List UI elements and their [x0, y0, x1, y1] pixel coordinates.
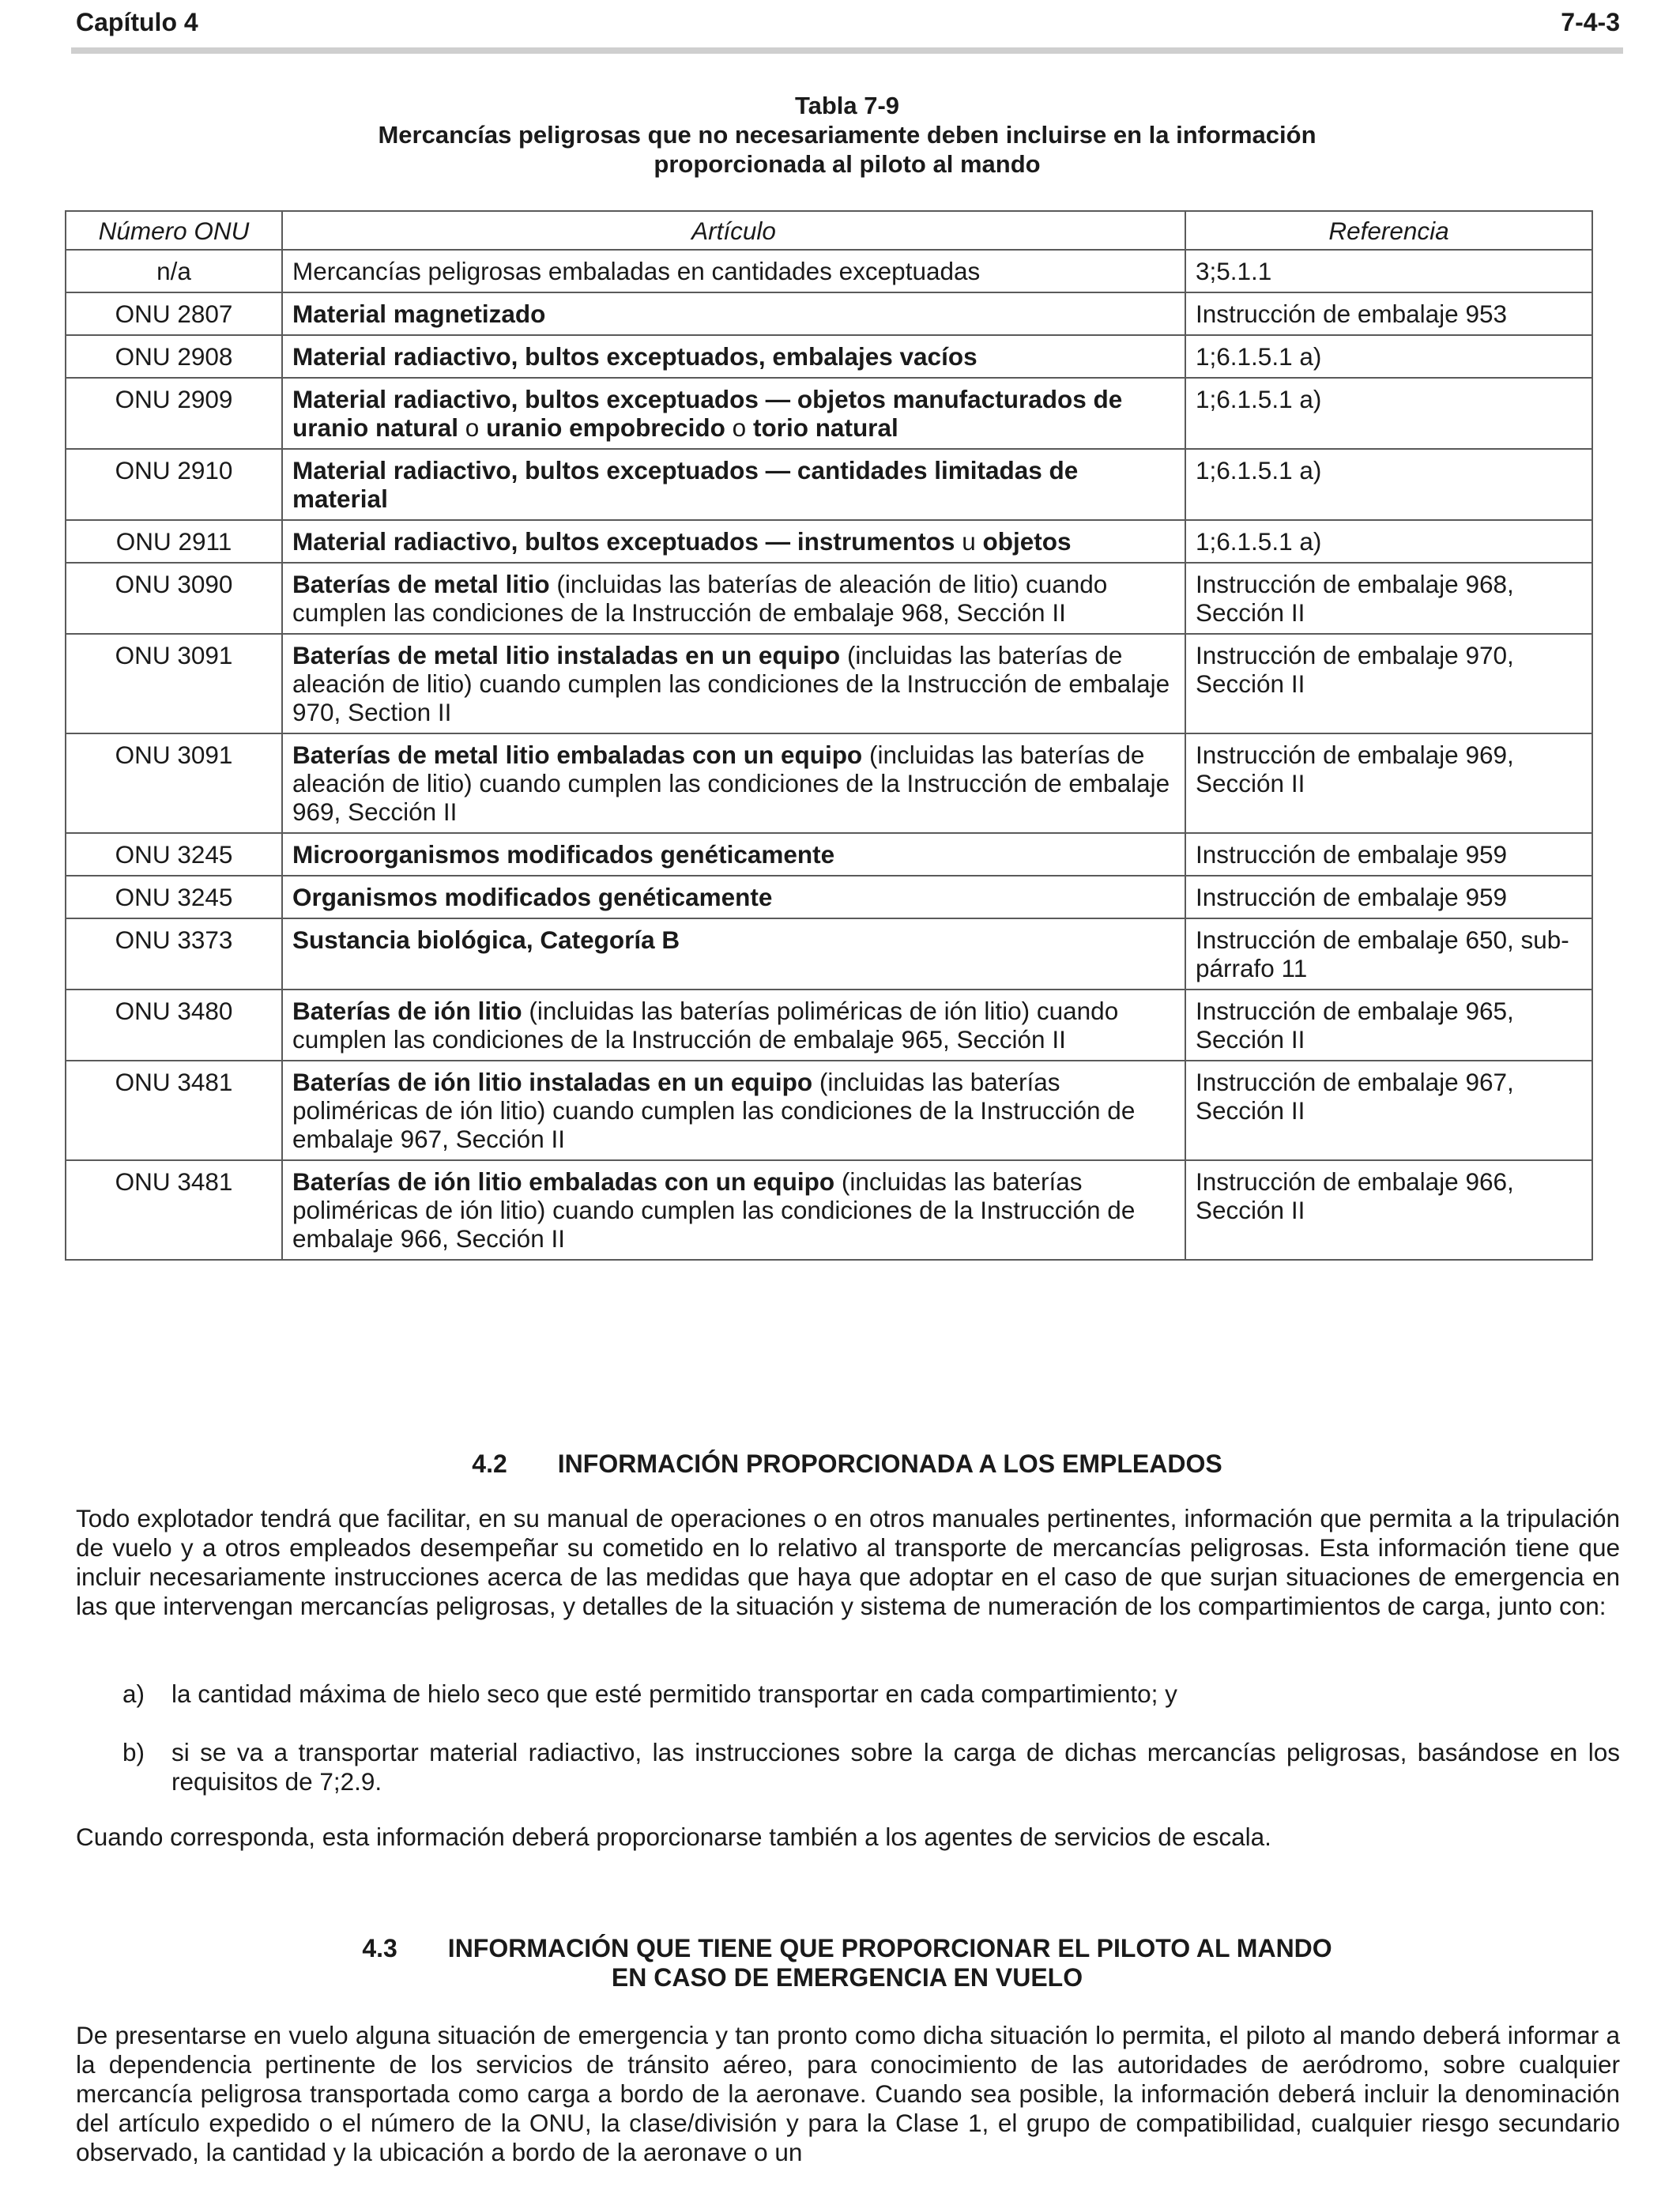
article-cell — [282, 990, 1185, 1061]
article-cell — [282, 833, 1185, 876]
article-name: Material radiactivo, bultos exceptuados, embalajes vacíos — [292, 342, 977, 371]
article-description: (incluidas las baterías de aleación de litio) cuando cumplen las condiciones de la Instrucción de embalaje 968, Sección II — [292, 570, 1108, 627]
article-description: (incluidas las baterías de aleación de litio) cuando cumplen las condiciones de la Instrucción de embalaje 969, Sección II — [292, 741, 1170, 826]
column-header-article: Artículo — [282, 211, 1185, 250]
article-description: (incluidas las baterías de aleación de litio) cuando cumplen las condiciones de la Instrucción de embalaje 970, Section II — [292, 641, 1170, 726]
article-connector: o — [732, 413, 747, 442]
section-4-3-heading-line2: EN CASO DE EMERGENCIA EN VUELO — [611, 1963, 1083, 1992]
table-header-row — [66, 211, 1592, 250]
table-body — [66, 250, 1592, 1260]
article-name: Sustancia biológica, Categoría B — [292, 925, 680, 954]
article-cell — [282, 918, 1185, 990]
column-header-reference: Referencia — [1185, 211, 1592, 250]
reference-cell: Instrucción de embalaje 970, Sección II — [1185, 634, 1592, 733]
article-cell — [282, 378, 1185, 449]
article-cell — [282, 335, 1185, 378]
table-row — [66, 833, 1592, 876]
article-cell — [282, 292, 1185, 335]
article-name-part: torio natural — [752, 413, 898, 442]
table-row — [66, 250, 1592, 292]
reference-cell: 1;6.1.5.1 a) — [1185, 335, 1592, 378]
un-number-cell: n/a — [66, 250, 282, 292]
un-number-cell: ONU 2909 — [66, 378, 282, 449]
table-row — [66, 449, 1592, 520]
article-cell — [282, 634, 1185, 733]
table-row — [66, 1061, 1592, 1160]
dangerous-goods-table — [65, 210, 1593, 1261]
list-item-a-label: a) — [122, 1679, 145, 1708]
article-description: (incluidas las baterías poliméricas de ión litio) cuando cumplen las condiciones de la Instrucción de embalaje 967, Sección II — [292, 1068, 1136, 1153]
un-number-cell: ONU 3245 — [66, 876, 282, 918]
article-cell — [282, 1061, 1185, 1160]
reference-cell: Instrucción de embalaje 959 — [1185, 833, 1592, 876]
column-header-un: Número ONU — [66, 211, 282, 250]
article-name: Baterías de metal litio instaladas en un equipo — [292, 641, 841, 669]
article-name-part: objetos — [982, 527, 1072, 556]
table-row — [66, 990, 1592, 1061]
un-number-cell: ONU 2807 — [66, 292, 282, 335]
article-cell — [282, 876, 1185, 918]
reference-cell: Instrucción de embalaje 965, Sección II — [1185, 990, 1592, 1061]
reference-cell: Instrucción de embalaje 969, Sección II — [1185, 733, 1592, 833]
header-rule — [71, 47, 1623, 54]
article-cell — [282, 1160, 1185, 1260]
section-4-2-paragraph-2: Cuando corresponda, esta información deberá proporcionarse también a los agentes de servicios de escala. — [76, 1823, 1271, 1851]
reference-cell: 1;6.1.5.1 a) — [1185, 520, 1592, 563]
reference-cell: Instrucción de embalaje 650, sub-párrafo 11 — [1185, 918, 1592, 990]
chapter-label: Capítulo 4 — [76, 8, 198, 36]
list-item-a-text: la cantidad máxima de hielo seco que esté permitido transportar en cada compartimiento; y — [171, 1679, 1177, 1708]
reference-cell: Instrucción de embalaje 966, Sección II — [1185, 1160, 1592, 1260]
article-name-part: uranio empobrecido — [486, 413, 725, 442]
reference-cell: Instrucción de embalaje 959 — [1185, 876, 1592, 918]
table-row — [66, 335, 1592, 378]
table-number: Tabla 7-9 — [794, 92, 900, 119]
table-row — [66, 876, 1592, 918]
article-name: Organismos modificados genéticamente — [292, 883, 773, 911]
list-item-b-text: si se va a transportar material radiactivo, las instrucciones sobre la carga de dichas mercancías peligrosas, basándose en los requisitos de 7;2.9. — [171, 1738, 1620, 1796]
section-4-3-paragraph-1: De presentarse en vuelo alguna situación de emergencia y tan pronto como dicha situación lo permita, el piloto al mando deberá informar a la dependencia pertinente de los servicios de tránsito aéreo, para conocimiento de las autoridades de aeródromo, sobre cualquier mercancía peligrosa transportada como carga a bordo de la aeronave. Cuando sea posible, la información deberá incluir la denominación del artículo expedido o el número de la ONU, la clase/división y para la Clase 1, el grupo de compatibilidad, cualquier riesgo secundario observado, la cantidad y la ubicación a bordo de la aeronave o un — [76, 2021, 1620, 2166]
reference-cell: Instrucción de embalaje 967, Sección II — [1185, 1061, 1592, 1160]
page-header — [71, 8, 1623, 43]
article-connector: o — [465, 413, 480, 442]
article-name: Baterías de ión litio — [292, 997, 522, 1025]
table-row — [66, 918, 1592, 990]
section-4-2-paragraph-1: Todo explotador tendrá que facilitar, en su manual de operaciones o en otros manuales pertinentes, información que permita a la tripulación de vuelo y a otros empleados desempeñar su cometido en lo relativo al transporte de mercancías peligrosas. Esta información tiene que incluir necesariamente instrucciones acerca de las medidas que haya que adoptar en el caso de que surjan situaciones de emergencia en las que intervengan mercancías peligrosas, y detalles de la situación y sistema de numeración de los compartimientos de carga, junto con: — [76, 1504, 1620, 1620]
un-number-cell: ONU 3090 — [66, 563, 282, 634]
un-number-cell: ONU 3091 — [66, 733, 282, 833]
article-description: Mercancías peligrosas embaladas en cantidades exceptuadas — [292, 257, 981, 285]
list-item-b-label: b) — [122, 1738, 145, 1766]
reference-cell: Instrucción de embalaje 968, Sección II — [1185, 563, 1592, 634]
article-name: Baterías de metal litio embaladas con un equipo — [292, 741, 863, 769]
article-name: Material magnetizado — [292, 300, 546, 328]
article-name: Material radiactivo, bultos exceptuados — objetos manufacturados de uranio natural — [292, 385, 1123, 442]
section-4-3-heading — [71, 1934, 1623, 1992]
page-number: 7-4-3 — [1561, 8, 1620, 36]
reference-cell: 3;5.1.1 — [1185, 250, 1592, 292]
article-name: Microorganismos modificados genéticamente — [292, 840, 835, 869]
article-description: (incluidas las baterías poliméricas de ión litio) cuando cumplen las condiciones de la Instrucción de embalaje 966, Sección II — [292, 1167, 1136, 1253]
reference-cell: Instrucción de embalaje 953 — [1185, 292, 1592, 335]
article-cell — [282, 563, 1185, 634]
list-item-a — [122, 1679, 1620, 1709]
un-number-cell: ONU 3481 — [66, 1160, 282, 1260]
list-item-b — [122, 1738, 1620, 1796]
un-number-cell: ONU 3480 — [66, 990, 282, 1061]
article-cell — [282, 250, 1185, 292]
table-title-line2: proporcionada al piloto al mando — [654, 150, 1041, 178]
un-number-cell: ONU 2908 — [66, 335, 282, 378]
un-number-cell: ONU 3245 — [66, 833, 282, 876]
table-row — [66, 520, 1592, 563]
article-connector: u — [962, 527, 976, 556]
article-name: Material radiactivo, bultos exceptuados — instrumentos — [292, 527, 955, 556]
section-4-3-heading-line1: 4.3 INFORMACIÓN QUE TIENE QUE PROPORCIONAR EL PILOTO AL MANDO — [362, 1934, 1332, 1962]
un-number-cell: ONU 3373 — [66, 918, 282, 990]
table-row — [66, 378, 1592, 449]
article-cell — [282, 733, 1185, 833]
reference-cell: 1;6.1.5.1 a) — [1185, 449, 1592, 520]
table-row — [66, 634, 1592, 733]
un-number-cell: ONU 2911 — [66, 520, 282, 563]
table-row — [66, 733, 1592, 833]
table-row — [66, 563, 1592, 634]
article-name: Material radiactivo, bultos exceptuados — cantidades limitadas de material — [292, 456, 1079, 513]
un-number-cell: ONU 3481 — [66, 1061, 282, 1160]
table-caption — [71, 91, 1623, 179]
table-row — [66, 1160, 1592, 1260]
article-name: Baterías de ión litio embaladas con un equipo — [292, 1167, 835, 1196]
table-title-line1: Mercancías peligrosas que no necesariamente deben incluirse en la información — [378, 121, 1317, 149]
un-number-cell: ONU 3091 — [66, 634, 282, 733]
un-number-cell: ONU 2910 — [66, 449, 282, 520]
article-description: (incluidas las baterías poliméricas de ión litio) cuando cumplen las condiciones de la Instrucción de embalaje 965, Sección II — [292, 997, 1119, 1054]
article-cell — [282, 449, 1185, 520]
article-cell — [282, 520, 1185, 563]
section-4-2-heading: 4.2 INFORMACIÓN PROPORCIONADA A LOS EMPLEADOS — [472, 1449, 1222, 1478]
article-name: Baterías de ión litio instaladas en un equipo — [292, 1068, 813, 1096]
reference-cell: 1;6.1.5.1 a) — [1185, 378, 1592, 449]
article-name: Baterías de metal litio — [292, 570, 550, 598]
table-row — [66, 292, 1592, 335]
